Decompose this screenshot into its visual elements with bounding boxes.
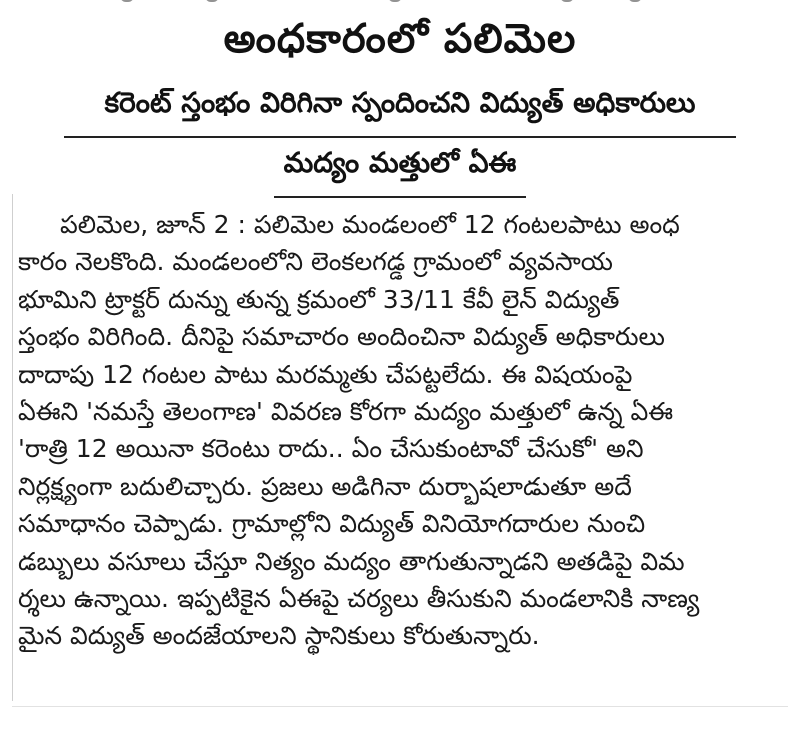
- body-line: 'రాత్రి 12 అయినా కరెంటు రాదు.. ఏం చేసుకుంటావో చేసుకో' అని: [18, 434, 644, 464]
- subheading-secondary: మద్యం మత్తులో ఏఈ: [274, 146, 526, 198]
- top-edge-clip: [0, 0, 800, 6]
- body-line: పలిమెల, జూన్ 2 : పలిమెల మండలంలో 12 గంటలపాటు అంధ: [60, 210, 680, 239]
- body-line: మైన విద్యుత్ అందజేయాలని స్థానికులు కోరుతున్నారు.: [18, 621, 540, 651]
- body-line: ఏఈని 'నమస్తే తెలంగాణ' వివరణ కోరగా మద్యం మత్తులో ఉన్న ఏఈ: [18, 397, 674, 427]
- body-line: ర్శలు ఉన్నాయి. ఇప్పటికైన ఏఈపై చర్యలు తీసుకుని మండలానికి నాణ్య: [18, 584, 700, 614]
- headline: అంధకారంలో పలిమెల: [223, 16, 577, 62]
- body-line: కారం నెలకొంది. మండలంలోని లెంకలగడ్డ గ్రామంలో వ్యవసాయ: [18, 247, 613, 277]
- subheading-primary: కరెంట్ స్తంభం విరిగినా స్పందించని విద్యుత్ అధికారులు: [64, 86, 736, 138]
- body-line: స్తంభం విరిగింది. దీనిపై సమాచారం అందించినా విద్యుత్ అధికారులు: [18, 322, 665, 352]
- body-line: డబ్బులు వసూలు చేస్తూ నిత్యం మద్యం తాగుతున్నాడని అతడిపై విమ: [18, 546, 685, 576]
- body-line: భూమిని ట్రాక్టర్ దున్ను తున్న క్రమంలో 33/11 కేవీ లైన్ విద్యుత్: [18, 284, 620, 314]
- body-line: దాదాపు 12 గంటల పాటు మరమ్మతు చేపట్టలేదు. ఈ విషయంపై: [18, 359, 633, 389]
- column-left-rule: [12, 194, 13, 701]
- body-line: నిర్లక్ష్యంగా బదులిచ్చారు. ప్రజలు అడిగినా దుర్భాషలాడుతూ అదే: [18, 471, 632, 501]
- body-line: సమాధానం చెప్పాడు. గ్రామాల్లోని విద్యుత్ వినియోగదారుల నుంచి: [18, 509, 646, 539]
- bottom-rule: [12, 706, 788, 707]
- article-body: [18, 206, 778, 655]
